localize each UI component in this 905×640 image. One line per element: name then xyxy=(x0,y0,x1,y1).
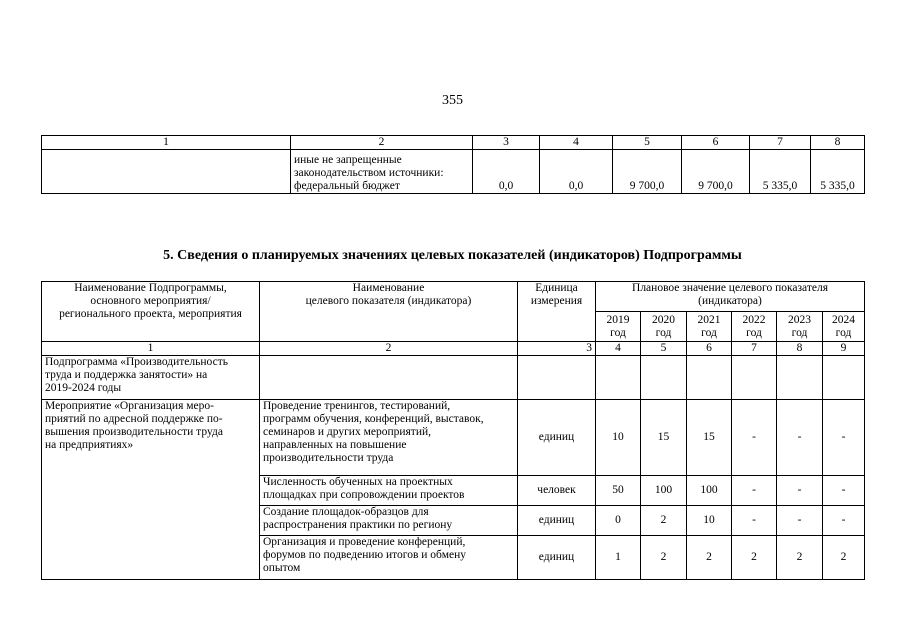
indicator-unit: человек xyxy=(518,476,596,506)
budget-table xyxy=(41,135,865,194)
indicator-value: 1 xyxy=(596,536,641,580)
column-number: 8 xyxy=(777,342,823,356)
indicator-unit: единиц xyxy=(518,506,596,536)
indicator-name: Организация и проведение конференций, форумов по подведению итогов и обмену опытом xyxy=(260,536,518,580)
year-header: 2024 год xyxy=(823,312,865,342)
budget-col-header: 2 xyxy=(291,136,473,150)
measure-line: на предприятиях» xyxy=(45,439,134,451)
indicator-value: - xyxy=(777,476,823,506)
indicator-unit: единиц xyxy=(518,400,596,476)
header-line: измерения xyxy=(530,295,583,307)
column-numbers-row xyxy=(42,342,865,356)
page-number: 355 xyxy=(442,93,463,108)
header-line: Плановое значение целевого показателя xyxy=(632,282,828,294)
header-line: Единица xyxy=(535,282,578,294)
column-number: 5 xyxy=(641,342,687,356)
indicator-name: Проведение тренингов, тестирований, программ обучения, конференций, выставок, семинаров и других мероприятий, направленных на повышение производительности труда xyxy=(260,400,518,476)
indicator-value: 2 xyxy=(823,536,865,580)
year-header: 2022 год xyxy=(732,312,777,342)
indicators-table xyxy=(41,281,865,580)
subprogram-line: Подпрограмма «Производительность xyxy=(45,356,228,368)
funding-source-line: федеральный бюджет xyxy=(294,180,400,192)
budget-value: 0,0 xyxy=(473,150,540,194)
budget-cell-empty xyxy=(42,150,291,194)
budget-value: 5 335,0 xyxy=(750,150,811,194)
header-planned-value xyxy=(596,282,865,312)
budget-col-header: 6 xyxy=(682,136,750,150)
indicator-value: 2 xyxy=(777,536,823,580)
measure-line: вышения производительности труда xyxy=(45,426,223,438)
indicator-value: - xyxy=(823,476,865,506)
indicator-value: - xyxy=(777,506,823,536)
indicator-value: 50 xyxy=(596,476,641,506)
header-line: целевого показателя (индикатора) xyxy=(305,295,472,307)
budget-value: 5 335,0 xyxy=(811,150,865,194)
column-number: 7 xyxy=(732,342,777,356)
funding-source-cell xyxy=(291,150,473,194)
column-number: 9 xyxy=(823,342,865,356)
year-header: 2020 год xyxy=(641,312,687,342)
indicator-value: 10 xyxy=(596,400,641,476)
indicator-value: 0 xyxy=(596,506,641,536)
indicator-value: - xyxy=(732,506,777,536)
indicator-value: 15 xyxy=(641,400,687,476)
indicator-name: Численность обученных на проектных площадках при сопровождении проектов xyxy=(260,476,518,506)
budget-col-header: 5 xyxy=(613,136,682,150)
indicator-value: - xyxy=(732,476,777,506)
indicator-unit: единиц xyxy=(518,536,596,580)
header-line: регионального проекта, мероприятия xyxy=(59,308,242,320)
budget-col-header: 8 xyxy=(811,136,865,150)
indicator-value: 10 xyxy=(687,506,732,536)
indicator-value: 2 xyxy=(732,536,777,580)
subprogram-line: труда и поддержка занятости» на xyxy=(45,369,208,381)
header-indicator-name xyxy=(260,282,518,342)
subprogram-line: 2019-2024 годы xyxy=(45,382,122,394)
subprogram-name xyxy=(42,356,260,400)
column-number: 6 xyxy=(687,342,732,356)
indicators-header-row xyxy=(42,282,865,312)
budget-value: 9 700,0 xyxy=(613,150,682,194)
measure-line: приятий по адресной поддержке по- xyxy=(45,413,223,425)
year-header: 2023 год xyxy=(777,312,823,342)
budget-value: 0,0 xyxy=(540,150,613,194)
budget-col-header: 3 xyxy=(473,136,540,150)
indicator-value: 15 xyxy=(687,400,732,476)
section-title: 5. Сведения о планируемых значениях целевых показателей (индикаторов) Подпрограммы xyxy=(163,248,742,263)
indicator-value: - xyxy=(777,400,823,476)
year-header: 2021 год xyxy=(687,312,732,342)
column-number: 1 xyxy=(42,342,260,356)
indicator-value: 100 xyxy=(687,476,732,506)
header-program-name xyxy=(42,282,260,342)
column-number: 3 xyxy=(518,342,596,356)
indicator-value: - xyxy=(823,506,865,536)
funding-source-line: иные не запрещенные xyxy=(294,154,402,166)
measure-line: Мероприятие «Организация меро- xyxy=(45,400,214,412)
header-line: (индикатора) xyxy=(698,295,762,307)
budget-col-header: 4 xyxy=(540,136,613,150)
table-row xyxy=(42,400,865,476)
header-line: основного мероприятия/ xyxy=(90,295,211,307)
header-line: Наименование xyxy=(352,282,425,294)
subprogram-row xyxy=(42,356,865,400)
budget-col-header: 7 xyxy=(750,136,811,150)
column-number: 2 xyxy=(260,342,518,356)
column-number: 4 xyxy=(596,342,641,356)
indicator-value: - xyxy=(823,400,865,476)
year-header: 2019 год xyxy=(596,312,641,342)
indicator-value: 100 xyxy=(641,476,687,506)
indicator-value: 2 xyxy=(641,506,687,536)
indicator-value: - xyxy=(732,400,777,476)
budget-col-header: 1 xyxy=(42,136,291,150)
indicator-value: 2 xyxy=(687,536,732,580)
indicator-value: 2 xyxy=(641,536,687,580)
budget-table-header-row xyxy=(42,136,865,150)
budget-value: 9 700,0 xyxy=(682,150,750,194)
header-line: Наименование Подпрограммы, xyxy=(74,282,227,294)
indicator-name: Создание площадок-образцов для распространения практики по региону xyxy=(260,506,518,536)
table-row xyxy=(42,150,865,194)
measure-name xyxy=(42,400,260,580)
header-unit xyxy=(518,282,596,342)
funding-source-line: законодательством источники: xyxy=(294,167,444,179)
